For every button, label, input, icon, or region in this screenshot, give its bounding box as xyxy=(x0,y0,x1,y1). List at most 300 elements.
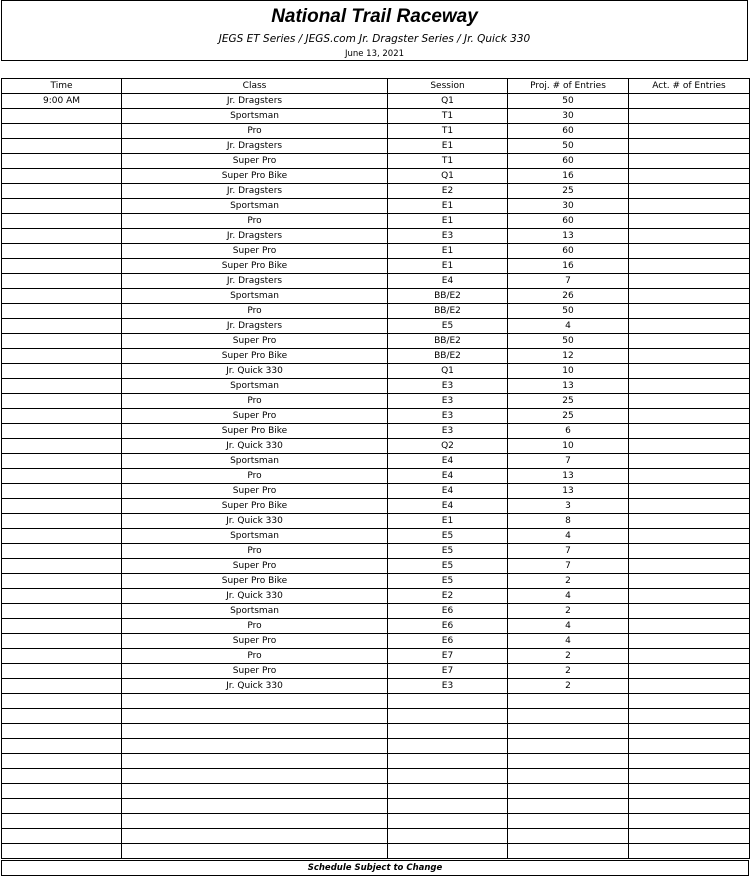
time-cell xyxy=(2,469,122,484)
actual-entries-cell xyxy=(629,484,750,499)
projected-entries-cell: 16 xyxy=(508,169,629,184)
table-row xyxy=(2,289,750,304)
projected-entries-cell: 60 xyxy=(508,214,629,229)
column-header-time: Time xyxy=(2,79,122,94)
actual-entries-cell xyxy=(629,574,750,589)
actual-entries-cell xyxy=(629,844,750,859)
time-cell xyxy=(2,544,122,559)
projected-entries-cell: 30 xyxy=(508,109,629,124)
class-cell: Super Pro Bike xyxy=(122,349,388,364)
projected-entries-cell: 4 xyxy=(508,619,629,634)
time-cell xyxy=(2,454,122,469)
time-cell xyxy=(2,139,122,154)
actual-entries-cell xyxy=(629,439,750,454)
time-cell xyxy=(2,529,122,544)
class-cell: Jr. Dragsters xyxy=(122,274,388,289)
class-cell xyxy=(122,739,388,754)
table-row xyxy=(2,424,750,439)
session-cell: E1 xyxy=(388,244,508,259)
time-cell xyxy=(2,574,122,589)
projected-entries-cell: 50 xyxy=(508,304,629,319)
projected-entries-cell: 4 xyxy=(508,589,629,604)
actual-entries-cell xyxy=(629,709,750,724)
projected-entries-cell: 25 xyxy=(508,394,629,409)
session-cell: E5 xyxy=(388,574,508,589)
actual-entries-cell xyxy=(629,544,750,559)
time-cell xyxy=(2,199,122,214)
time-cell xyxy=(2,664,122,679)
projected-entries-cell: 50 xyxy=(508,94,629,109)
time-cell xyxy=(2,709,122,724)
projected-entries-cell: 3 xyxy=(508,499,629,514)
session-cell: E5 xyxy=(388,544,508,559)
table-row xyxy=(2,184,750,199)
class-cell: Super Pro Bike xyxy=(122,424,388,439)
table-row xyxy=(2,154,750,169)
actual-entries-cell xyxy=(629,424,750,439)
schedule-table xyxy=(1,78,750,859)
session-cell xyxy=(388,844,508,859)
table-row xyxy=(2,529,750,544)
time-cell xyxy=(2,349,122,364)
actual-entries-cell xyxy=(629,229,750,244)
table-row xyxy=(2,724,750,739)
projected-entries-cell: 2 xyxy=(508,679,629,694)
actual-entries-cell xyxy=(629,94,750,109)
table-row xyxy=(2,454,750,469)
table-row xyxy=(2,799,750,814)
actual-entries-cell xyxy=(629,244,750,259)
projected-entries-cell xyxy=(508,754,629,769)
session-cell: E5 xyxy=(388,529,508,544)
table-row xyxy=(2,664,750,679)
projected-entries-cell: 60 xyxy=(508,124,629,139)
table-row xyxy=(2,124,750,139)
projected-entries-cell: 6 xyxy=(508,424,629,439)
projected-entries-cell xyxy=(508,694,629,709)
projected-entries-cell: 13 xyxy=(508,469,629,484)
table-row xyxy=(2,349,750,364)
class-cell: Pro xyxy=(122,304,388,319)
class-cell: Pro xyxy=(122,394,388,409)
projected-entries-cell: 4 xyxy=(508,529,629,544)
actual-entries-cell xyxy=(629,364,750,379)
projected-entries-cell xyxy=(508,769,629,784)
actual-entries-cell xyxy=(629,379,750,394)
time-cell xyxy=(2,694,122,709)
time-cell xyxy=(2,214,122,229)
class-cell: Sportsman xyxy=(122,529,388,544)
session-cell xyxy=(388,799,508,814)
time-cell xyxy=(2,394,122,409)
time-cell xyxy=(2,799,122,814)
class-cell: Jr. Quick 330 xyxy=(122,514,388,529)
session-cell: E5 xyxy=(388,559,508,574)
class-cell xyxy=(122,769,388,784)
table-body xyxy=(2,94,750,859)
table-row xyxy=(2,739,750,754)
time-cell xyxy=(2,844,122,859)
time-cell xyxy=(2,619,122,634)
actual-entries-cell xyxy=(629,514,750,529)
table-row xyxy=(2,634,750,649)
actual-entries-cell xyxy=(629,289,750,304)
session-cell: BB/E2 xyxy=(388,289,508,304)
class-cell: Super Pro xyxy=(122,244,388,259)
actual-entries-cell xyxy=(629,184,750,199)
actual-entries-cell xyxy=(629,139,750,154)
table-row xyxy=(2,94,750,109)
table-row xyxy=(2,499,750,514)
actual-entries-cell xyxy=(629,739,750,754)
table-row xyxy=(2,649,750,664)
actual-entries-cell xyxy=(629,559,750,574)
table-row xyxy=(2,559,750,574)
projected-entries-cell: 60 xyxy=(508,244,629,259)
actual-entries-cell xyxy=(629,829,750,844)
projected-entries-cell: 50 xyxy=(508,139,629,154)
session-cell: E5 xyxy=(388,319,508,334)
class-cell: Jr. Quick 330 xyxy=(122,439,388,454)
class-cell: Super Pro Bike xyxy=(122,259,388,274)
session-cell: E1 xyxy=(388,139,508,154)
actual-entries-cell xyxy=(629,169,750,184)
projected-entries-cell xyxy=(508,829,629,844)
actual-entries-cell xyxy=(629,214,750,229)
session-cell xyxy=(388,754,508,769)
time-cell xyxy=(2,409,122,424)
table-row xyxy=(2,469,750,484)
session-cell: E3 xyxy=(388,229,508,244)
projected-entries-cell xyxy=(508,739,629,754)
time-cell xyxy=(2,724,122,739)
class-cell: Jr. Quick 330 xyxy=(122,589,388,604)
class-cell xyxy=(122,844,388,859)
session-cell: E1 xyxy=(388,199,508,214)
class-cell: Sportsman xyxy=(122,109,388,124)
table-row xyxy=(2,589,750,604)
actual-entries-cell xyxy=(629,199,750,214)
session-cell xyxy=(388,769,508,784)
time-cell xyxy=(2,739,122,754)
session-cell: E3 xyxy=(388,409,508,424)
time-cell xyxy=(2,154,122,169)
session-cell: Q1 xyxy=(388,364,508,379)
class-cell: Pro xyxy=(122,124,388,139)
actual-entries-cell xyxy=(629,319,750,334)
actual-entries-cell xyxy=(629,154,750,169)
time-cell xyxy=(2,364,122,379)
actual-entries-cell xyxy=(629,664,750,679)
session-cell: BB/E2 xyxy=(388,334,508,349)
actual-entries-cell xyxy=(629,784,750,799)
table-row xyxy=(2,604,750,619)
actual-entries-cell xyxy=(629,394,750,409)
projected-entries-cell: 25 xyxy=(508,409,629,424)
class-cell: Super Pro xyxy=(122,664,388,679)
actual-entries-cell xyxy=(629,349,750,364)
table-row xyxy=(2,709,750,724)
session-cell: E6 xyxy=(388,634,508,649)
time-cell xyxy=(2,259,122,274)
session-cell: Q1 xyxy=(388,169,508,184)
projected-entries-cell: 7 xyxy=(508,454,629,469)
session-cell: Q1 xyxy=(388,94,508,109)
class-cell: Sportsman xyxy=(122,289,388,304)
time-cell xyxy=(2,754,122,769)
table-row xyxy=(2,139,750,154)
class-cell: Pro xyxy=(122,214,388,229)
session-cell: E4 xyxy=(388,454,508,469)
table-row xyxy=(2,274,750,289)
session-cell: E3 xyxy=(388,379,508,394)
projected-entries-cell: 2 xyxy=(508,574,629,589)
table-row xyxy=(2,334,750,349)
time-cell xyxy=(2,604,122,619)
class-cell: Jr. Dragsters xyxy=(122,319,388,334)
table-row xyxy=(2,829,750,844)
time-cell xyxy=(2,334,122,349)
projected-entries-cell xyxy=(508,814,629,829)
session-cell: T1 xyxy=(388,124,508,139)
session-cell: E4 xyxy=(388,274,508,289)
table-row xyxy=(2,364,750,379)
class-cell: Pro xyxy=(122,619,388,634)
projected-entries-cell: 13 xyxy=(508,379,629,394)
time-cell xyxy=(2,634,122,649)
class-cell xyxy=(122,754,388,769)
table-row xyxy=(2,439,750,454)
time-cell xyxy=(2,784,122,799)
column-header-projected-entries: Proj. # of Entries xyxy=(508,79,629,94)
time-cell xyxy=(2,679,122,694)
table-row xyxy=(2,484,750,499)
column-header-actual-entries: Act. # of Entries xyxy=(629,79,750,94)
projected-entries-cell: 8 xyxy=(508,514,629,529)
projected-entries-cell: 4 xyxy=(508,634,629,649)
time-cell xyxy=(2,499,122,514)
actual-entries-cell xyxy=(629,454,750,469)
class-cell: Pro xyxy=(122,544,388,559)
actual-entries-cell xyxy=(629,649,750,664)
actual-entries-cell xyxy=(629,124,750,139)
table-row xyxy=(2,169,750,184)
projected-entries-cell xyxy=(508,784,629,799)
class-cell: Jr. Dragsters xyxy=(122,229,388,244)
actual-entries-cell xyxy=(629,754,750,769)
session-cell: E4 xyxy=(388,484,508,499)
table-row xyxy=(2,259,750,274)
session-cell: E7 xyxy=(388,664,508,679)
time-cell xyxy=(2,814,122,829)
session-cell: E2 xyxy=(388,184,508,199)
table-row xyxy=(2,619,750,634)
class-cell: Jr. Dragsters xyxy=(122,139,388,154)
actual-entries-cell xyxy=(629,799,750,814)
class-cell: Jr. Quick 330 xyxy=(122,679,388,694)
table-row xyxy=(2,844,750,859)
session-cell xyxy=(388,724,508,739)
projected-entries-cell: 13 xyxy=(508,229,629,244)
table-row xyxy=(2,514,750,529)
actual-entries-cell xyxy=(629,109,750,124)
projected-entries-cell: 7 xyxy=(508,559,629,574)
class-cell: Sportsman xyxy=(122,379,388,394)
table-row xyxy=(2,319,750,334)
table-row xyxy=(2,109,750,124)
session-cell: E3 xyxy=(388,679,508,694)
actual-entries-cell xyxy=(629,634,750,649)
table-row xyxy=(2,769,750,784)
session-cell: E4 xyxy=(388,499,508,514)
time-cell xyxy=(2,304,122,319)
projected-entries-cell: 7 xyxy=(508,274,629,289)
session-cell: E6 xyxy=(388,619,508,634)
session-cell: E3 xyxy=(388,394,508,409)
table-row xyxy=(2,574,750,589)
time-cell xyxy=(2,649,122,664)
projected-entries-cell: 26 xyxy=(508,289,629,304)
actual-entries-cell xyxy=(629,499,750,514)
actual-entries-cell xyxy=(629,259,750,274)
table-row xyxy=(2,679,750,694)
event-date: June 13, 2021 xyxy=(344,49,405,59)
class-cell: Sportsman xyxy=(122,199,388,214)
projected-entries-cell: 50 xyxy=(508,334,629,349)
series-subtitle: JEGS ET Series / JEGS.com Jr. Dragster Series / Jr. Quick 330 xyxy=(218,33,531,45)
time-cell xyxy=(2,829,122,844)
actual-entries-cell xyxy=(629,679,750,694)
actual-entries-cell xyxy=(629,604,750,619)
projected-entries-cell xyxy=(508,844,629,859)
projected-entries-cell: 25 xyxy=(508,184,629,199)
column-header-session: Session xyxy=(388,79,508,94)
session-cell xyxy=(388,694,508,709)
session-cell: E7 xyxy=(388,649,508,664)
session-cell xyxy=(388,739,508,754)
table-row xyxy=(2,814,750,829)
schedule-footer-note: Schedule Subject to Change xyxy=(1,860,749,876)
class-cell xyxy=(122,709,388,724)
class-cell: Jr. Dragsters xyxy=(122,94,388,109)
class-cell: Jr. Quick 330 xyxy=(122,364,388,379)
session-cell: E6 xyxy=(388,604,508,619)
class-cell xyxy=(122,814,388,829)
session-cell: T1 xyxy=(388,154,508,169)
class-cell: Super Pro xyxy=(122,334,388,349)
actual-entries-cell xyxy=(629,469,750,484)
time-cell xyxy=(2,184,122,199)
time-cell xyxy=(2,379,122,394)
table-row xyxy=(2,379,750,394)
class-cell xyxy=(122,799,388,814)
time-cell xyxy=(2,289,122,304)
projected-entries-cell: 7 xyxy=(508,544,629,559)
class-cell xyxy=(122,784,388,799)
time-cell xyxy=(2,124,122,139)
projected-entries-cell: 60 xyxy=(508,154,629,169)
actual-entries-cell xyxy=(629,814,750,829)
time-cell xyxy=(2,589,122,604)
time-cell: 9:00 AM xyxy=(2,94,122,109)
actual-entries-cell xyxy=(629,409,750,424)
actual-entries-cell xyxy=(629,694,750,709)
time-cell xyxy=(2,109,122,124)
time-cell xyxy=(2,769,122,784)
time-cell xyxy=(2,169,122,184)
time-cell xyxy=(2,274,122,289)
projected-entries-cell xyxy=(508,799,629,814)
session-cell: E3 xyxy=(388,424,508,439)
class-cell: Super Pro Bike xyxy=(122,574,388,589)
class-cell: Sportsman xyxy=(122,604,388,619)
projected-entries-cell: 16 xyxy=(508,259,629,274)
class-cell: Super Pro xyxy=(122,484,388,499)
actual-entries-cell xyxy=(629,304,750,319)
table-row xyxy=(2,409,750,424)
session-cell xyxy=(388,829,508,844)
session-cell: E1 xyxy=(388,214,508,229)
time-cell xyxy=(2,319,122,334)
session-cell: Q2 xyxy=(388,439,508,454)
class-cell: Super Pro xyxy=(122,409,388,424)
session-cell: BB/E2 xyxy=(388,304,508,319)
actual-entries-cell xyxy=(629,334,750,349)
projected-entries-cell: 10 xyxy=(508,439,629,454)
table-row xyxy=(2,394,750,409)
time-cell xyxy=(2,229,122,244)
time-cell xyxy=(2,484,122,499)
table-row xyxy=(2,229,750,244)
table-row xyxy=(2,784,750,799)
session-cell: T1 xyxy=(388,109,508,124)
table-row xyxy=(2,199,750,214)
projected-entries-cell xyxy=(508,709,629,724)
projected-entries-cell: 2 xyxy=(508,664,629,679)
page-title: National Trail Raceway xyxy=(271,6,478,27)
session-cell xyxy=(388,709,508,724)
time-cell xyxy=(2,559,122,574)
class-cell xyxy=(122,829,388,844)
projected-entries-cell: 13 xyxy=(508,484,629,499)
time-cell xyxy=(2,424,122,439)
class-cell xyxy=(122,694,388,709)
class-cell: Pro xyxy=(122,469,388,484)
class-cell: Super Pro Bike xyxy=(122,169,388,184)
class-cell: Jr. Dragsters xyxy=(122,184,388,199)
class-cell: Super Pro Bike xyxy=(122,499,388,514)
class-cell: Pro xyxy=(122,649,388,664)
table-row xyxy=(2,754,750,769)
time-cell xyxy=(2,514,122,529)
actual-entries-cell xyxy=(629,274,750,289)
session-cell xyxy=(388,784,508,799)
class-cell xyxy=(122,724,388,739)
session-cell: E4 xyxy=(388,469,508,484)
class-cell: Super Pro xyxy=(122,634,388,649)
table-header-row xyxy=(2,79,750,94)
actual-entries-cell xyxy=(629,724,750,739)
actual-entries-cell xyxy=(629,619,750,634)
class-cell: Super Pro xyxy=(122,559,388,574)
projected-entries-cell: 2 xyxy=(508,649,629,664)
table-row xyxy=(2,214,750,229)
actual-entries-cell xyxy=(629,529,750,544)
projected-entries-cell: 12 xyxy=(508,349,629,364)
table-row xyxy=(2,244,750,259)
column-header-class: Class xyxy=(122,79,388,94)
session-cell: E1 xyxy=(388,259,508,274)
